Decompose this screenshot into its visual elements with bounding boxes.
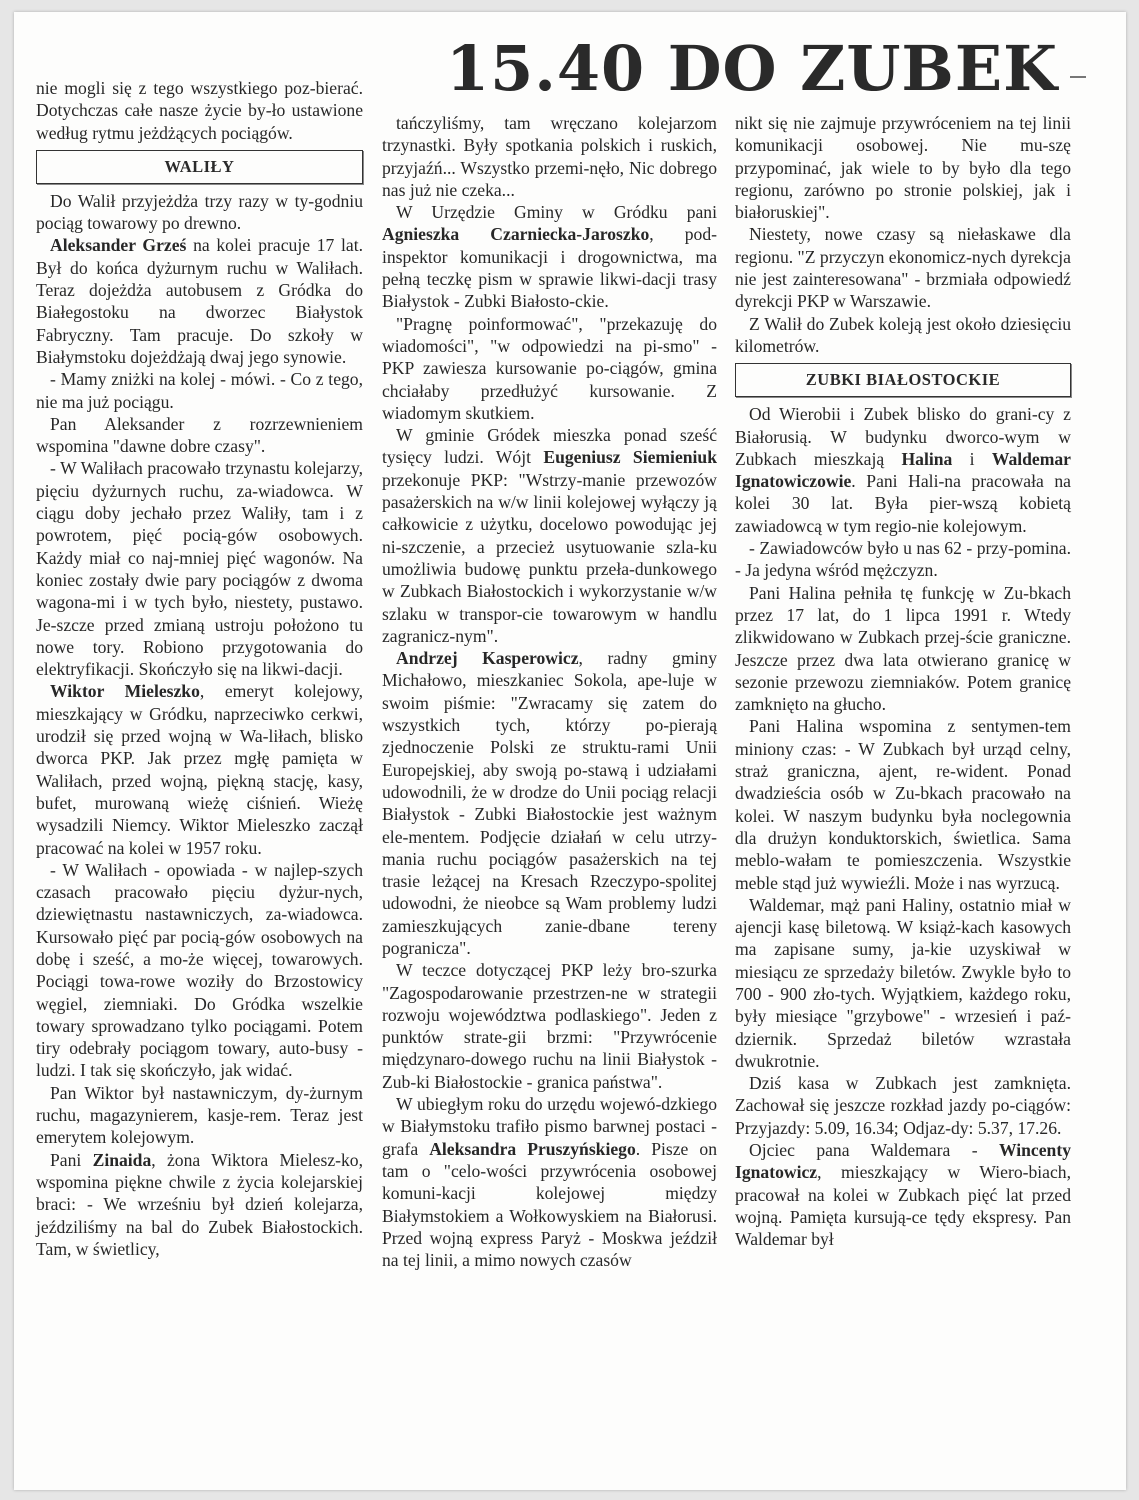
person-name: Eugeniusz Siemieniuk <box>543 447 717 468</box>
paragraph: Do Walił przyjeżdża trzy razy w ty-godniu pociąg towarowy po drewno. <box>36 190 363 234</box>
paragraph: Z Walił do Zubek koleją jest około dziesięciu kilometrów. <box>735 313 1071 356</box>
person-name: Wincenty Ignatowicz <box>735 1140 1071 1183</box>
paragraph: W teczce dotyczącej PKP leży bro-szurka "Zagospodarowanie przestrzen-ne w strategii rozwoju województwa podlaskiego". Jeden z punktów strate-gii brzmi: "Przywrócenie międzynaro-dowego ruchu na linii Białystok - Zub-ki Białostockie - granica państwa". <box>382 960 717 1092</box>
person-name: Aleksandra Pruszyńskiego <box>429 1138 636 1159</box>
paragraph: nie mogli się z tego wszystkiego poz-bierać. Dotychczas całe nasze życie by-ło ustawione według rytmu jeżdżących pociągów. <box>36 78 363 143</box>
paragraph: - W Waliłach - opowiada - w najlep-szych czasach pracowało pięciu dyżur-nych, dziewiętnastu nastawniczych, za-wiadowca. Kursowało pięć par pocią-gów osobowych na dobę i sześć, a mo-że więcej, towarowych. Pociągi towa-rowe woziły do Brzostowicy węgiel, ziemniaki. Do Gródka wszelkie towary sprowadzano tylko pociągami. Potem tiry odebrały pociągom towary, auto-busy - ludzi. I tak się skończyło, jak widać. <box>36 859 363 1081</box>
paragraph <box>735 403 1071 537</box>
paragraph <box>382 1093 717 1271</box>
paragraph <box>36 680 363 858</box>
person-name: Agnieszka Czarniecka-Jaroszko <box>382 224 650 245</box>
paragraph: Dziś kasa w Zubkach jest zamknięta. Zachował się jeszcze rozkład jazdy po-ciągów: Przyjazdy: 5.09, 16.34; Odjaz-dy: 5.37, 17.26. <box>735 1073 1071 1138</box>
column-1 <box>36 77 363 1260</box>
paragraph-text: . Pisze on tam o "celo-wości przywrócenia osobowej komuni-kacji kolejowej między Białymstokiem a Wołkowyskiem na Białorusi. Przed wojną express Paryż - Moskwa jeździł na tej linii, a mimo nowych czasów <box>382 1138 717 1271</box>
paragraph: Pani Halina wspomina z sentymen-tem miniony czas: - W Zubkach był urząd celny, straż graniczna, ajent, re-wident. Ponad dwadzieścia osób w Zu-bkach pracowało na kolei. W naszym budynku była noclegownia dla drużyn konduktorskich, świetlica. Sama meblo-wałam te pomieszczenia. Wszystkie meble stąd już wywieźli. Może i nas wyrzucą. <box>735 716 1071 893</box>
headline-dash <box>1070 76 1086 78</box>
paragraph-text: , pod-inspektor komunikacji i drogownictwa, ma pełną teczkę pism w sprawie likwi-dacji trasy Białystok - Zubki Białosto-ckie. <box>382 224 718 312</box>
paragraph-text: W gminie Gródek mieszka ponad sześć tysięcy ludzi. Wójt <box>382 425 717 468</box>
paragraph <box>382 424 717 647</box>
paragraph-text: na kolei pracuje 17 lat. Był do końca dyżurnym ruchu w Waliłach. Teraz dojeżdża autobusem z Gródka do Białegostoku na dworzec Białystok Fabryczny. Tam pracuje. Do szkoły w Białymstoku dojeżdżają dwaj jego synowie. <box>36 235 364 367</box>
person-name: Zinaida <box>92 1149 152 1170</box>
person-name: Aleksander Grześ <box>50 235 187 256</box>
paragraph <box>36 1149 363 1260</box>
person-name: Halina <box>901 448 953 469</box>
person-name: Andrzej Kasperowicz <box>396 648 579 669</box>
paragraph: Pani Halina pełniła tę funkcję w Zu-bkach przez 17 lat, do 1 lipca 1991 r. Wtedy zlikwidowano w Zubkach przej-ście graniczne. Jeszcze przez dwa lata otwierano granicę w sezonie przewozu ziemniaków. Potem granicę zamknięto na głucho. <box>735 582 1071 715</box>
paragraph <box>735 1139 1071 1250</box>
paragraph: - Mamy zniżki na kolej - mówi. - Co z tego, nie ma już pociągu. <box>36 369 363 412</box>
paragraph-text: Od Wierobii i Zubek blisko do grani-cy z Białorusią. W budynku dworco-wym w Zubkach mieszkają <box>735 404 1071 469</box>
paragraph-text: Pani <box>50 1149 93 1170</box>
section-heading-walily: WALIŁY <box>36 150 363 184</box>
person-name: Waldemar Ignatowiczowie <box>735 448 1071 492</box>
paragraph: Pan Aleksander z rozrzewnieniem wspomina "dawne dobre czasy". <box>36 413 363 457</box>
paragraph-text: W Urzędzie Gminy w Gródku pani <box>396 202 717 223</box>
paragraph: - W Waliłach pracowało trzynastu kolejarzy, pięciu dyżurnych ruchu, za-wiadowca. W ciągu doby jechało przez Waliły, tam i z powrotem, pięć pocią-gów osobowych. Każdy miał co naj-mniej pięć wagonów. Na koniec zostały dwie pary pociągów z dwoma wagona-mi i w tych było, niestety, pustawo. Je-szcze przed zmianą ustroju położono tu nowe tory. Robiono przygotowania do elektryfikacji. Skończyło się na likwi-dacji. <box>36 458 363 680</box>
column-3 <box>735 112 1071 1251</box>
paragraph: "Pragnę poinformować", "przekazuję do wiadomości", "w odpowiedzi na pi-smo" - PKP zawiesza kursowanie po-ciągów, gmina chciałaby przedłużyć kursowanie. Z wiadomym skutkiem. <box>382 313 717 423</box>
column-2 <box>382 112 717 1271</box>
paragraph: nikt się nie zajmuje przywróceniem na tej linii komunikacji osobowej. Nie mu-szę przypominać, jak wiele to by było dla tego regionu, zarówno po stronie polskiej, jak i białoruskiej". <box>735 113 1071 223</box>
paragraph-text: , mieszkający w Wiero-biach, pracował na kolei w Zubkach pięć lat przed wojną. Pamięta kursują-ce tędy ekspresy. Pan Waldemar był <box>735 1162 1071 1250</box>
paragraph <box>382 647 717 959</box>
paragraph-text: przekonuje PKP: "Wstrzy-manie przewozów pasażerskich na w/w linii kolejowej wyłączy ją całkowicie z użytku, docelowo powodując jej ni-szczenie, a przecież usytuowanie szla-ku umożliwia budowę punktu przeła-dunkowego w Zubkach Białostockich i wykorzystanie w/w szlaku w transpor-cie towarowym w handlu zagranicz-nym". <box>382 469 717 646</box>
paragraph: - Zawiadowców było u nas 62 - przy-pomina. - Ja jedyna wśród mężczyzn. <box>735 538 1071 581</box>
paragraph-text: , żona Wiktora Mielesz-ko, wspomina piękne chwile z życia kolejarskiej braci: - We wrześniu był dzień kolejarza, jeździliśmy na bal do Zubek Białostockich. Tam, w świetlicy, <box>36 1149 363 1259</box>
paragraph-text: , radny gminy Michałowo, mieszkaniec Sokola, ape-luje w swoim piśmie: "Zwracamy się zatem do wszystkich tych, którzy po-pierają zjednoczenie Polski ze struktu-rami Unii Europejskiej, aby swoją po-stawą i udziałami udowodnili, że w drodze do Unii pociąg relacji Białystok - Zubki Białostockie jest ważnym ele-mentem. Podjęcie działań w celu utrzy-mania ruchu pociągów pasażerskich na tej trasie leżącej na Kresach Rzeczypo-spolitej udowodni, że nieobce są Wam problemy ludzi zamieszkujących zanie-dbane tereny pogranicza". <box>382 648 717 958</box>
newspaper-page <box>14 12 1126 1490</box>
paragraph-text: i <box>952 448 992 469</box>
paragraph-text: , emeryt kolejowy, mieszkający w Gródku, naprzeciwko cerkwi, urodził się przed wojną w Wa-liłach, blisko dworca PKP. Jak przez mgłę pamięta w Waliłach, przed wojną, piękną stację, kasy, bufet, murowaną wieżę ciśnień. Wieżę wysadzili Niemcy. Wiktor Mieleszko zaczął pracować na kolei w 1957 roku. <box>36 681 364 858</box>
paragraph <box>382 201 717 312</box>
paragraph: tańczyliśmy, tam wręczano kolejarzom trzynastki. Były spotkania polskich i ruskich, przyjaźń... Wszystko przemi-nęło, Nic dobrego nas już nie czeka... <box>382 113 717 200</box>
paragraph: Pan Wiktor był nastawniczym, dy-żurnym ruchu, magazynierem, kasje-rem. Teraz jest emerytem kolejowym. <box>36 1082 363 1148</box>
paragraph <box>36 234 363 368</box>
paragraph-text: . Pani Hali-na pracowała na kolei 30 lat. Była pier-wszą kobietą zawiadowcą w tym regio-nie kolejowym. <box>735 471 1071 536</box>
paragraph: Waldemar, mąż pani Haliny, ostatnio miał w ajencji kasę biletową. W książ-kach kasowych ma zapisane sumy, ja-kie uzyskiwał w miesiącu ze sprzedaży biletów. Zwykle było to 700 - 900 zło-tych. Wyjątkiem, każdego roku, były miesiące "grzybowe" - wrzesień i paź-dziernik. Sprzedaż biletów wzrastała dwukrotnie. <box>735 894 1071 1071</box>
paragraph-text: Ojciec pana Waldemara - <box>749 1140 999 1161</box>
section-heading-zubki: ZUBKI BIAŁOSTOCKIE <box>735 363 1071 397</box>
paragraph: Niestety, nowe czasy są niełaskawe dla regionu. "Z przyczyn ekonomicz-nych dyrekcja nie jest zainteresowana" - brzmiała odpowiedź dyrekcji PKP w Warszawie. <box>735 224 1071 312</box>
article-headline: 15.40 DO ZUBEK <box>446 32 1058 105</box>
paragraph-text: W ubiegłym roku do urzędu wojewó-dzkiego w Białymstoku trafiło pismo barwnej postaci - grafa <box>382 1094 717 1159</box>
person-name: Wiktor Mieleszko <box>50 681 200 702</box>
